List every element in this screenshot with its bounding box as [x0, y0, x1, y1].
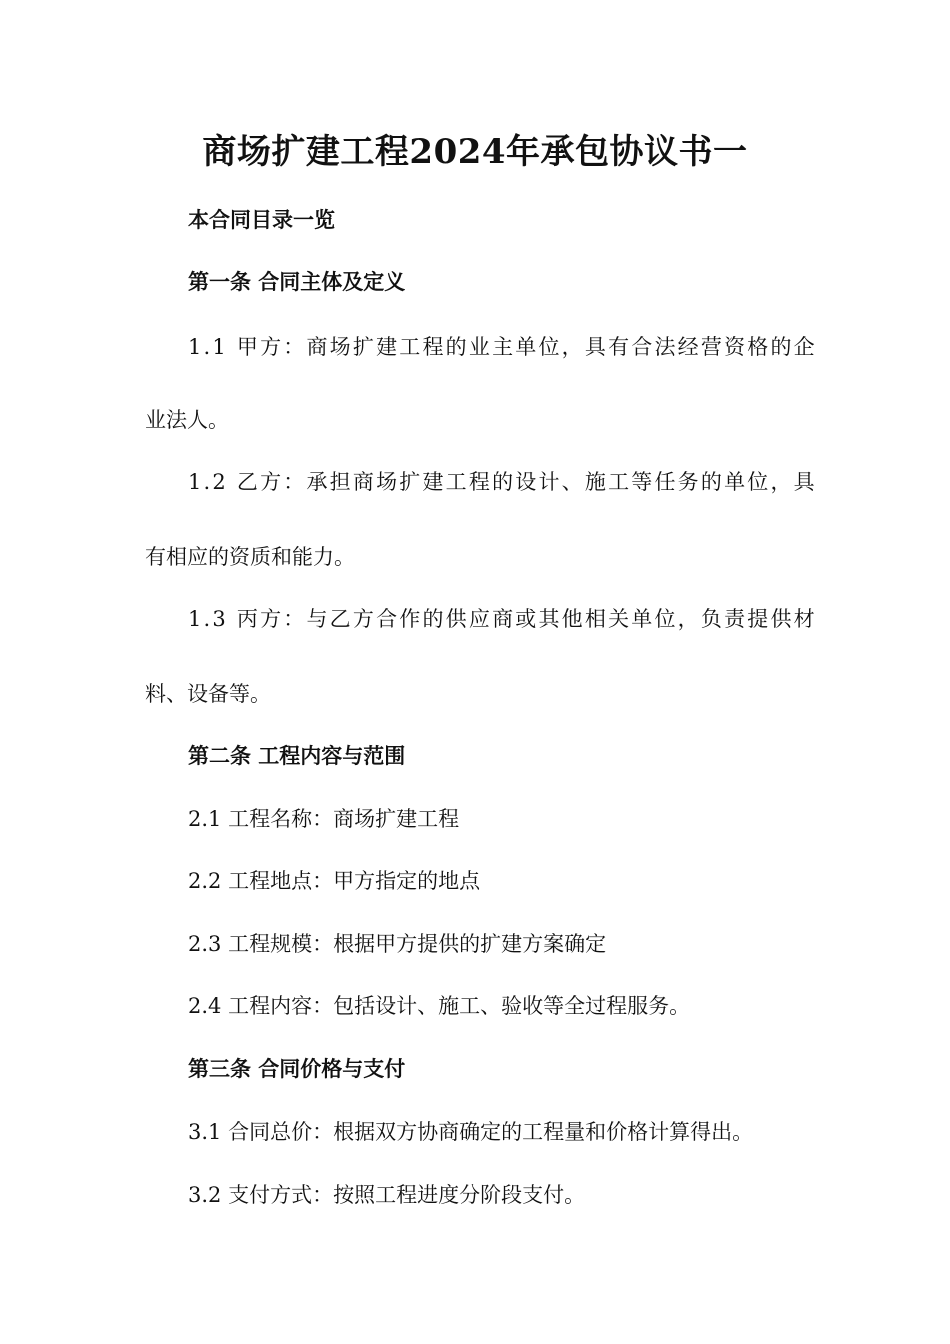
clause-3-2: 3.2 支付方式：按照工程进度分阶段支付。 [188, 1183, 586, 1207]
document-title: 商场扩建工程2024年承包协议书一 [202, 132, 748, 172]
clause-1-2: 1.2 乙方：承担商场扩建工程的设计、施工等任务的单位，具 [188, 470, 817, 494]
article-2-heading: 第二条 工程内容与范围 [188, 743, 406, 768]
clause-1-3: 1.3 丙方：与乙方合作的供应商或其他相关单位，负责提供材 [188, 607, 817, 631]
clause-2-4: 2.4 工程内容：包括设计、施工、验收等全过程服务。 [188, 994, 691, 1018]
clause-2-2: 2.2 工程地点：甲方指定的地点 [188, 869, 481, 893]
toc-heading: 本合同目录一览 [188, 207, 335, 232]
article-1-heading: 第一条 合同主体及定义 [188, 269, 406, 294]
clause-1-1: 1.1 甲方：商场扩建工程的业主单位，具有合法经营资格的企 [188, 335, 817, 359]
article-3-heading: 第三条 合同价格与支付 [188, 1056, 406, 1081]
clause-1-3-continued: 料、设备等。 [145, 682, 271, 706]
clause-3-1: 3.1 合同总价：根据双方协商确定的工程量和价格计算得出。 [188, 1120, 754, 1144]
clause-1-2-continued: 有相应的资质和能力。 [145, 545, 355, 569]
clause-2-1: 2.1 工程名称：商场扩建工程 [188, 807, 460, 831]
clause-2-3: 2.3 工程规模：根据甲方提供的扩建方案确定 [188, 932, 607, 956]
clause-1-1-continued: 业法人。 [145, 408, 229, 432]
